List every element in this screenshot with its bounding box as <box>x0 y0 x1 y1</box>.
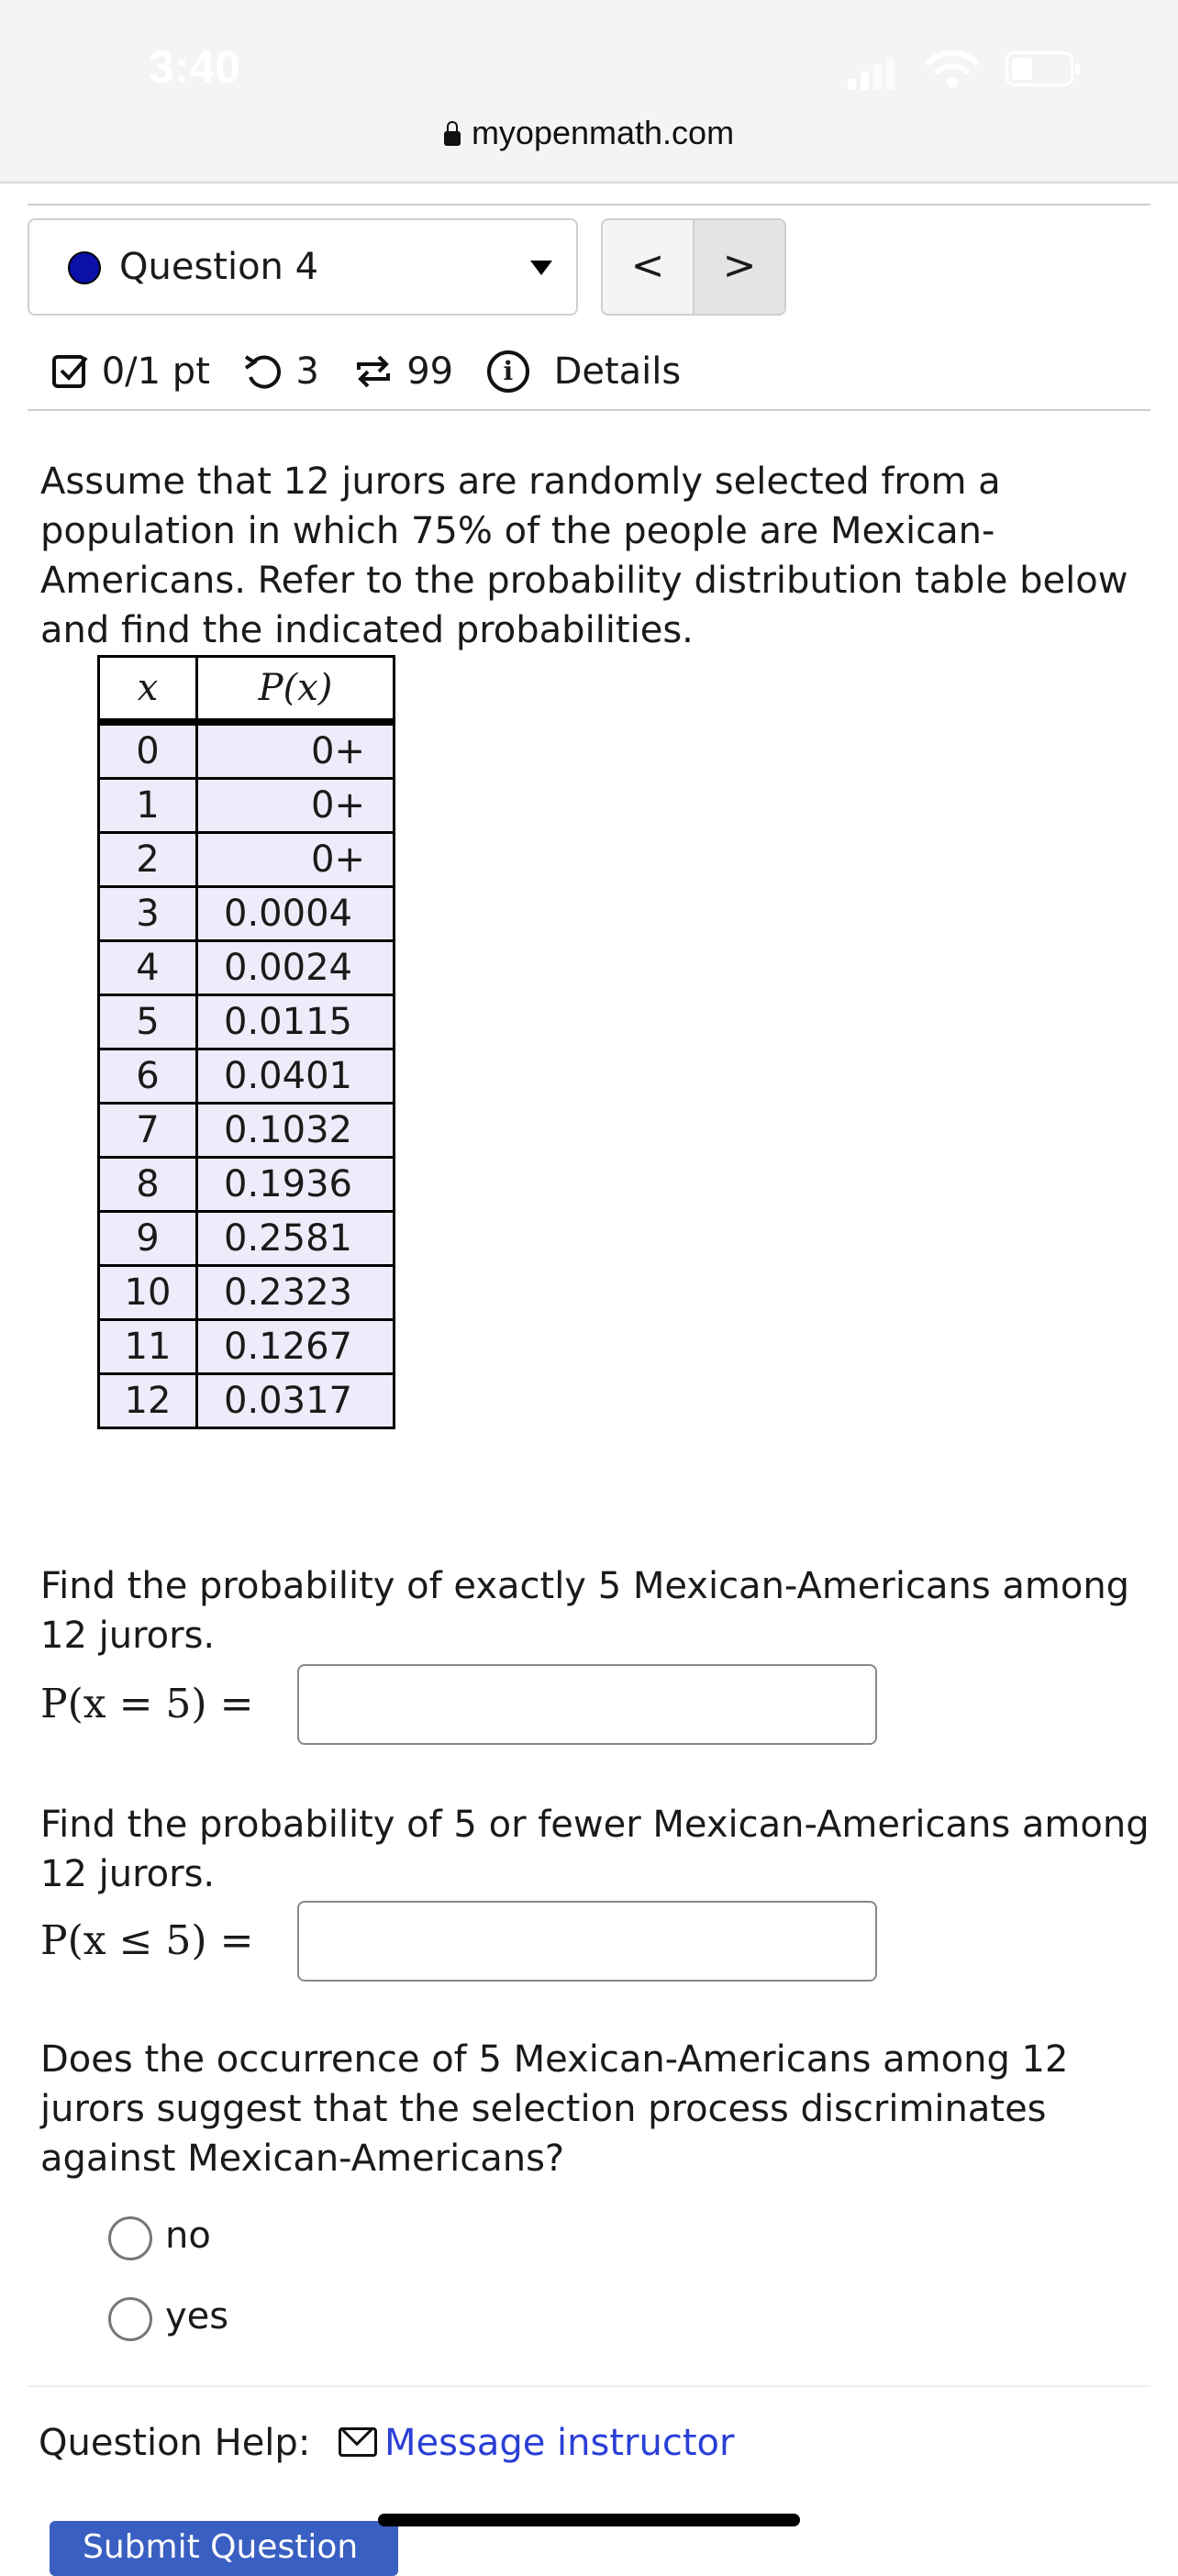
browser-top-bar <box>0 0 1178 183</box>
score-text: 0/1 pt <box>101 350 210 393</box>
question-help-label: Question Help: <box>39 2422 311 2464</box>
battery-icon <box>1006 51 1073 86</box>
status-time: 3:40 <box>149 41 241 93</box>
part2-question: Find the probability of 5 or fewer Mexican-Americans among 12 jurors. <box>40 1804 1150 1895</box>
part1-answer-input[interactable] <box>297 1664 877 1745</box>
part1-math-label: P(x = 5) = <box>40 1681 254 1727</box>
table-row <box>99 995 395 1049</box>
mail-icon <box>339 2427 377 2457</box>
signal-icon <box>848 53 895 90</box>
table-row <box>99 1212 395 1266</box>
cell-p: 0.0004 <box>197 887 395 941</box>
message-instructor-link[interactable]: Message instructor <box>384 2422 735 2464</box>
part2-answer-input[interactable] <box>297 1901 877 1982</box>
cell-p: 0+ <box>197 779 395 833</box>
cell-x: 11 <box>99 1320 197 1374</box>
cell-x: 2 <box>99 833 197 887</box>
cell-x: 3 <box>99 887 197 941</box>
wifi-icon <box>925 48 980 90</box>
question-meta <box>51 349 681 393</box>
url-bar[interactable] <box>0 114 1178 152</box>
question-status-dot <box>68 251 101 284</box>
table-row <box>99 722 395 779</box>
url-text: myopenmath.com <box>471 114 735 151</box>
cell-p: 0.1936 <box>197 1158 395 1212</box>
table-row <box>99 779 395 833</box>
table-row <box>99 1266 395 1320</box>
divider <box>28 204 1150 205</box>
table-row <box>99 1158 395 1212</box>
lock-icon <box>444 131 461 146</box>
cell-p: 0+ <box>197 722 395 779</box>
question-prompt: Assume that 12 jurors are randomly selected from a population in which 75% of the people are Mexican-Americans. Refer to the probability distribution table below and find the indicated probabilities. <box>40 461 1128 651</box>
next-question-button[interactable]: > <box>693 218 786 316</box>
radio-no[interactable] <box>108 2216 152 2260</box>
cell-p: 0.1032 <box>197 1104 395 1158</box>
table-row <box>99 887 395 941</box>
cell-p: 0.0317 <box>197 1374 395 1428</box>
cell-x: 0 <box>99 722 197 779</box>
radio-label-yes[interactable]: yes <box>165 2295 229 2337</box>
cell-p: 0+ <box>197 833 395 887</box>
part1-question: Find the probability of exactly 5 Mexican-Americans among 12 jurors. <box>40 1565 1130 1657</box>
cell-x: 4 <box>99 941 197 995</box>
home-indicator <box>378 2514 800 2526</box>
question-select[interactable] <box>28 218 578 316</box>
question-select-label: Question 4 <box>119 246 319 288</box>
table-header-p: P(x) <box>197 657 395 723</box>
table-row <box>99 1374 395 1428</box>
attempts-count: 99 <box>406 350 454 393</box>
cell-p: 0.2581 <box>197 1212 395 1266</box>
cell-x: 10 <box>99 1266 197 1320</box>
cell-x: 12 <box>99 1374 197 1428</box>
table-row <box>99 833 395 887</box>
table-row <box>99 1320 395 1374</box>
retries-count: 3 <box>295 350 319 393</box>
part3-question: Does the occurrence of 5 Mexican-Americans among 12 jurors suggest that the selection process discriminates against Mexican-Americans? <box>40 2038 1069 2180</box>
checkbox-score-icon <box>51 352 90 391</box>
caret-down-icon <box>530 261 552 275</box>
cell-x: 1 <box>99 779 197 833</box>
cell-p: 0.0024 <box>197 941 395 995</box>
submit-question-button[interactable]: Submit Question <box>50 2521 398 2576</box>
details-link[interactable]: Details <box>553 350 682 393</box>
info-icon[interactable]: i <box>487 350 529 393</box>
part2-math-label: P(x ≤ 5) = <box>40 1917 254 1964</box>
cell-p: 0.1267 <box>197 1320 395 1374</box>
retry-icon <box>242 351 284 392</box>
table-row <box>99 1104 395 1158</box>
cell-p: 0.0401 <box>197 1049 395 1104</box>
table-header-x: x <box>99 657 197 723</box>
radio-label-no[interactable]: no <box>165 2215 211 2257</box>
cell-p: 0.2323 <box>197 1266 395 1320</box>
table-row <box>99 941 395 995</box>
cell-x: 6 <box>99 1049 197 1104</box>
question-help <box>39 2422 734 2464</box>
cell-p: 0.0115 <box>197 995 395 1049</box>
divider <box>28 409 1150 411</box>
attempts-icon <box>351 351 395 392</box>
divider <box>28 2385 1150 2387</box>
cell-x: 8 <box>99 1158 197 1212</box>
cell-x: 7 <box>99 1104 197 1158</box>
cell-x: 5 <box>99 995 197 1049</box>
cell-x: 9 <box>99 1212 197 1266</box>
previous-question-button[interactable]: < <box>601 218 695 316</box>
radio-yes[interactable] <box>108 2297 152 2341</box>
probability-table <box>97 655 395 1429</box>
table-row <box>99 1049 395 1104</box>
